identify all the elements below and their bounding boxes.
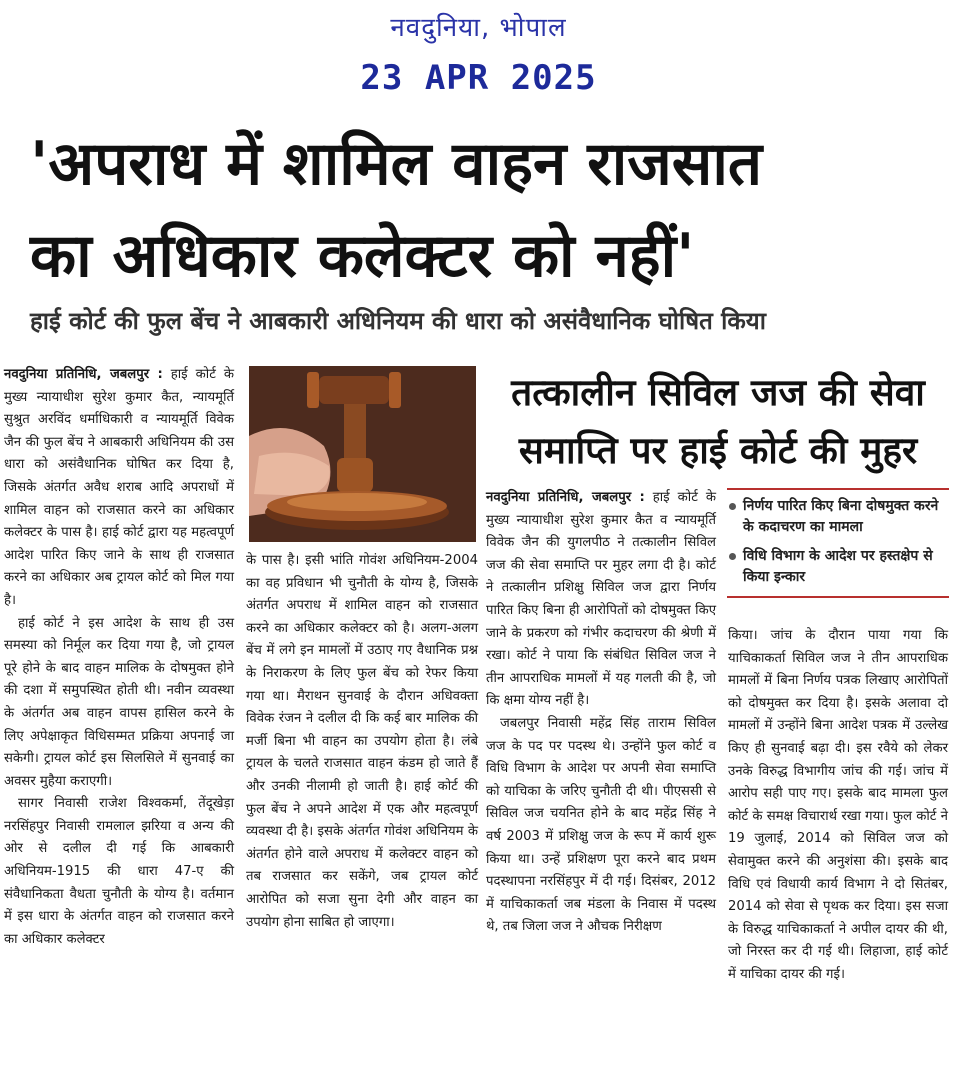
highlight-text: निर्णय पारित किए बिना दोषमुक्त करने के कदाचरण का मामला: [743, 498, 939, 535]
newspaper-name: नवदुनिया, भोपाल: [390, 13, 567, 43]
clipping-date-stamp: 23 APR 2025: [360, 58, 597, 98]
main-subheadline: हाई कोर्ट की फुल बेंच ने आबकारी अधिनियम की धारा को असंवैधानिक घोषित किया: [30, 307, 766, 335]
second-headline-line-1: तत्कालीन सिविल जज की सेवा: [511, 371, 925, 414]
main-story-column-2: [246, 550, 478, 934]
main-story-column-1: [4, 364, 234, 951]
bullet-icon: [729, 503, 736, 510]
main-headline-line-2: का अधिकार कलेक्टर को नहीं': [30, 221, 695, 291]
highlight-item: [727, 496, 949, 538]
second-story-paragraph-text: हाई कोर्ट के मुख्य न्यायाधीश सुरेश कुमार कैत व न्यायमूर्ति विवेक जैन की युगलपीठ ने तत्कालीन सिविल जज की सेवा समाप्ति पर मुहर लगा दी है। कोर्ट ने तत्कालीन प्रशिक्षु सिविल जज द्वारा निर्णय पारित किए बिना ही आरोपितों को दोषमुक्त किए जाने के प्रकरण को गंभीर कदाचरण की श्रेणी में रखा। कोर्ट ने पाया कि संबंधित सिविल जज ने तीन आपराधिक मामलों में यह गलती की है, जो कि क्षमा योग्य नहीं है।: [486, 490, 716, 709]
main-story-dateline: नवदुनिया प्रतिनिधि, जबलपुर :: [4, 367, 163, 382]
highlight-item: [727, 546, 949, 588]
second-story-dateline: नवदुनिया प्रतिनिधि, जबलपुर :: [486, 490, 645, 505]
main-story-paragraph: के पास है। इसी भांति गोवंश अधिनियम-2004 का वह प्रविधान भी चुनौती के योग्य है, जिसके अंतर्गत अपराध में शामिल वाहन को राजसात करने का अधिकार कलेक्टर को है। अलग-अलग बेंच में लगे इन मामलों में उठाए गए वैधानिक प्रश्न के निराकरण के लिए फुल बेंच को रेफर किया गया था। मैराथन सुनवाई के दौरान अधिवक्ता विवेक रंजन ने दलील दी कि कई बार मालिक की मर्जी बिना भी वाहन का उपयोग होता है। लंबे ट्रायल के चलते राजसात वाहन कंडम हो जाते हैं और उनकी नीलामी हो जाती है। हाई कोर्ट की फुल बेंच ने अपने आदेश में एक और महत्वपूर्ण व्यवस्था दी है। इसके अंतर्गत गोवंश अधिनियम के अंतर्गत होने वाले अपराध में कलेक्टर वाहन को तब राजसात कर सकेंगे, जब ट्रायल कोर्ट आरोपित को सजा सुना देगी और वाहन का उपयोग होना साबित हो जाएगा।: [246, 553, 478, 930]
gavel-icon: [249, 366, 476, 542]
second-story-paragraph: [486, 487, 716, 713]
second-story-column-1: [486, 487, 716, 939]
gavel-photo: [249, 366, 476, 542]
main-story-paragraph-text: हाई कोर्ट के मुख्य न्यायाधीश सुरेश कुमार कैत, न्यायमूर्ति सुश्रुत अरविंद धर्माधिकारी व न्यायमूर्ति विवेक जैन की फुल बेंच ने आबकारी अधिनियम की उस धारा को असंवैधानिक घोषित कर दिया है, जिसके अंतर्गत अवैध शराब आदि अपराधों में शामिल वाहन को राजसात करने का अधिकार कलेक्टर के पास है। हाई कोर्ट द्वारा यह महत्वपूर्ण आदेश पारित किए जाने के साथ ही राजसात करने का अधिकार अब ट्रायल कोर्ट को मिल गया है।: [4, 367, 234, 608]
main-headline: [30, 118, 940, 302]
second-story-paragraph: किया। जांच के दौरान पाया गया कि याचिकाकर्ता सिविल जज ने तीन आपराधिक मामलों में बिना निर्णय पत्रक लिखाए आरोपितों को दोषमुक्त कर दिया है। इसके अलावा दो मामलों में उन्होंने बिना आदेश पत्रक में उल्लेख किए ही सुनवाई बढ़ा दी। इस रवैये को लेकर उनके विरुद्ध विभागीय जांच की गई। जांच में आरोप सही पाए गए। इसके बाद मामला फुल कोर्ट के समक्ष विचारार्थ रखा गया। फुल कोर्ट ने 19 जुलाई, 2014 को सिविल जज को सेवामुक्त करने की अनुशंसा की। इसके बाद विधि एवं विधायी कार्य विभाग ने दो सितंबर, 2014 को सेवा से पृथक कर दिया। इस सजा के विरुद्ध याचिकाकर्ता ने अपील दायर की थी, जो निरस्त कर दी गई थी। लिहाजा, हाई कोर्ट में याचिका दायर की गई।: [728, 628, 948, 982]
highlight-text: विधि विभाग के आदेश पर हस्तक्षेप से किया इन्कार: [743, 548, 933, 585]
second-story-column-2: [728, 625, 948, 987]
main-headline-line-1: 'अपराध में शामिल वाहन राजसात: [30, 129, 763, 199]
main-story-paragraph: हाई कोर्ट ने इस आदेश के साथ ही उस समस्या को निर्मूल कर दिया गया है, जो ट्रायल पूरे होने के बाद वाहन मालिक के दोषमुक्त होने की दशा में समुपस्थित होती थी। नवीन व्यवस्था के अंतर्गत अब वाहन वापस हासिल करने के लिए अपेक्षाकृत विधिसम्मत प्रक्रिया अपनाई जा सकेगी। ट्रायल कोर्ट इस सिलसिले में सुनवाई का अवसर मुहैया कराएगी।: [4, 615, 234, 789]
second-story-paragraph: जबलपुर निवासी महेंद्र सिंह ताराम सिविल जज के पद पर पदस्थ थे। उन्होंने फुल कोर्ट व विधि विभाग के आदेश पर अपनी सेवा समाप्ति को याचिका के जरिए चुनौती दी थी। पीएससी से सिविल जज चयनित होने के बाद महेंद्र सिंह ने वर्ष 2003 में प्रशिक्षु जज के रूप में कार्य शुरू किया था। उन्हें प्रशिक्षण पूरा करने बाद प्रथम पदस्थापना नरसिंहपुर में दी गई। दिसंबर, 2012 में याचिकाकर्ता जब मंडला के निवास में पदस्थ थे, तब जिला जज ने औचक निरीक्षण: [486, 715, 716, 935]
second-headline: [488, 364, 948, 480]
main-story-paragraph: सागर निवासी राजेश विश्वकर्मा, तेंदूखेड़ा नरसिंहपुर निवासी रामलाल झरिया व अन्य की ओर से दलील दी गई कि आबकारी अधिनियम-1915 की धारा 47-ए की संवैधानिकता वैधता चुनौती के योग्य है। वर्तमान में इस धारा के अंतर्गत वाहन को राजसात करने का अधिकार कलेक्टर: [4, 796, 234, 947]
bullet-icon: [729, 553, 736, 560]
main-story-paragraph: [4, 364, 234, 613]
second-headline-line-2: समाप्ति पर हाई कोर्ट की मुहर: [518, 429, 918, 472]
second-story-highlights: [727, 488, 949, 598]
